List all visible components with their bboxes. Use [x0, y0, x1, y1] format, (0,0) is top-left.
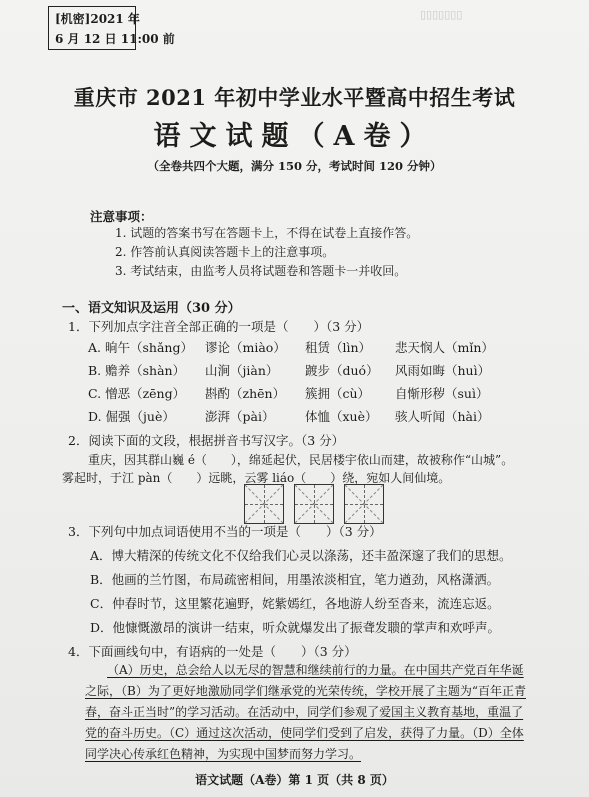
q4-passage-line-5: 同学决心传承红色精神，为实现中国梦而努力学习。 [85, 747, 362, 761]
page-footer: 语文试题（A卷）第 1 页（共 8 页） [195, 773, 394, 787]
note-item: 2. 作答前认真阅读答题卡上的注意事项。 [115, 245, 335, 259]
exam-title: 重庆市 2021 年初中学业水平暨高中招生考试 [73, 85, 516, 110]
confidential-box [48, 6, 175, 50]
note-item: 1. 试题的答案书写在答题卡上，不得在试卷上直接作答。 [115, 226, 419, 240]
answer-writing-box-1[interactable] [244, 484, 284, 524]
q1-option-d-1: D. 倔强（juè） [88, 409, 175, 424]
q3-option-a: A．博大精深的传统文化不仅给我们心灵以涤荡，还丰盈深邃了我们的思想。 [90, 548, 512, 563]
q1-option-b-1: B. 赡养（shàn） [88, 363, 186, 378]
confidential-line-2: 6 月 12 日 11:00 前 [55, 32, 175, 46]
section-heading: 一、语文知识及运用（30 分） [62, 301, 241, 316]
q1-option-a-2: 谬论（miào） [205, 340, 286, 355]
q3-option-b: B．他画的兰竹图，布局疏密相间，用墨浓淡相宜，笔力遒劲，风格潇洒。 [90, 572, 500, 587]
confidential-line-1: [机密]2021 年 [55, 12, 140, 26]
notes-heading: 注意事项： [90, 209, 153, 224]
q1-option-b-4: 风雨如晦（huì） [395, 363, 491, 378]
q1-option-c-4: 自惭形秽（suì） [395, 386, 489, 401]
q4-passage-line-3: 春，奋斗正当时”的学习活动。在活动中，同学们参观了爱国主义教育基地，重温了 [85, 705, 524, 719]
q1-option-c-2: 斟酌（zhēn） [205, 386, 286, 401]
q1-option-a-4: 悲天悯人（mǐn） [395, 340, 494, 355]
q1-option-d-4: 骇人听闻（hài） [395, 409, 490, 424]
q1-option-d-2: 澎湃（pài） [205, 409, 275, 424]
q1-option-c-3: 簇拥（cù） [305, 386, 371, 401]
q4-passage-line-1: （A）历史，总会给人以无尽的智慧和继续前行的力量。在中国共产党百年华诞 [107, 663, 524, 677]
q1-option-c-1: C. 憎恶（zēng） [88, 386, 186, 401]
q4-passage-line-4: 党的奋斗历史。（C）通过这次活动，使同学们受到了启发，获得了力量。（D）全体 [85, 726, 524, 740]
note-item: 3. 考试结束，由监考人员将试题卷和答题卡一并收回。 [115, 264, 407, 278]
q1-option-b-3: 踱步（duó） [305, 363, 379, 378]
q4-passage-line-2: 之际，（B）为了更好地激励同学们继承党的光荣传统，学校开展了主题为“百年正青 [85, 684, 526, 698]
answer-writing-box-2[interactable] [294, 484, 334, 524]
q1-option-a-1: A. 晌午（shǎng） [88, 340, 193, 355]
q2-passage-line-2: 雾起时，于江 pàn（ ）远眺，云雾 liáo（ ）绕，宛如人间仙境。 [62, 471, 451, 485]
question-2-stem: 2．阅读下面的文段，根据拼音书写汉字。（3 分） [68, 433, 345, 448]
q3-option-c: C．仲春时节，这里繁花遍野，姹紫嫣红，各地游人纷至沓来，流连忘返。 [90, 596, 500, 611]
q1-option-d-3: 体恤（xuè） [305, 409, 378, 424]
answer-writing-box-3[interactable] [344, 484, 384, 524]
q2-passage-line-1: 重庆，因其群山巍 é（ ），绵延起伏，民居楼宇依山而建，故被称作“山城”。 [88, 453, 514, 467]
q3-option-d: D．他慷慨激昂的演讲一结束，听众就爆发出了振聋发聩的掌声和欢呼声。 [90, 620, 501, 635]
subject-title: 语文试题（A卷） [153, 121, 436, 152]
exam-subtitle: （全卷共四个大题，满分 150 分，考试时间 120 分钟） [147, 159, 442, 173]
question-1-stem: 1．下列加点字注音全部正确的一项是（ ）（3 分） [68, 319, 370, 334]
q1-option-b-2: 山涧（jiàn） [205, 363, 279, 378]
q1-option-a-3: 租赁（lìn） [305, 340, 372, 355]
question-4-stem: 4．下面画线句中，有语病的一处是（ ）（3 分） [68, 644, 357, 659]
question-3-stem: 3．下列句中加点词语使用不当的一项是（ ）（3 分） [68, 524, 382, 539]
bleed-through-text: ▯▯▯▯▯▯▯ [420, 8, 463, 21]
